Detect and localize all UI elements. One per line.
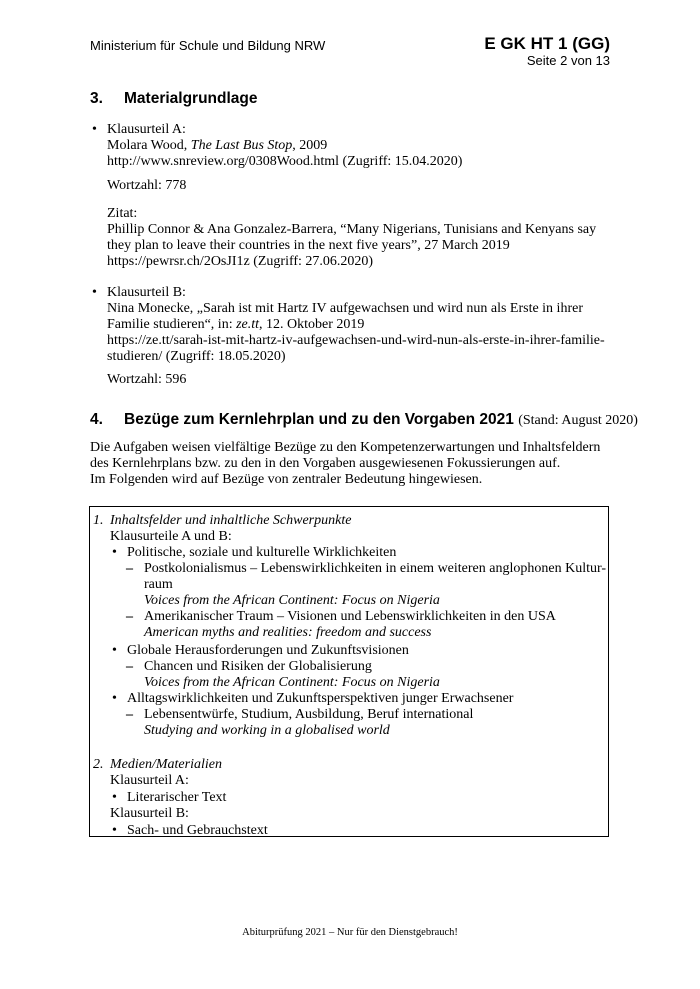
bullet-icon: • [92, 122, 97, 137]
box-bullet-text: Politische, soziale und kulturelle Wirklichkeiten [127, 545, 397, 560]
section-4-title: Bezüge zum Kernlehrplan und zu den Vorgaben 2021 [124, 411, 514, 428]
part-b-source-a: Familie studieren“, in: [107, 317, 237, 332]
document-header-right [484, 34, 610, 69]
box-bullet-text: Literarischer Text [127, 790, 227, 805]
section-3-title: Materialgrundlage [124, 90, 258, 107]
section-4-intro-line: Die Aufgaben weisen vielfältige Bezüge zu den Kompetenzerwartungen und Inhaltsfeldern [90, 440, 601, 455]
part-a-year: , 2009 [292, 138, 328, 153]
bullet-icon: • [112, 823, 117, 838]
part-a-work-title: The Last Bus Stop [190, 138, 293, 153]
section-3-heading [90, 90, 258, 108]
box-dash-text: Postkolonialismus – Lebenswirklichkeiten in einem weiteren anglophonen Kultur- [144, 561, 607, 576]
box-dash-text: Lebensentwürfe, Studium, Ausbildung, Beruf international [144, 707, 474, 722]
box-bullet-text: Alltagswirklichkeiten und Zukunftsperspektiven junger Erwachsener [127, 691, 514, 706]
section-4-number: 4. [90, 411, 103, 428]
box-focus-text: Voices from the African Continent: Focus on Nigeria [144, 593, 440, 608]
dash-icon: – [126, 659, 133, 674]
section-4-stand: (Stand: August 2020) [518, 413, 638, 428]
bullet-icon: • [112, 691, 117, 706]
box-item-2-part-a: Klausurteil A: [110, 773, 189, 788]
dash-icon: – [126, 561, 133, 576]
section-4-intro-line: des Kernlehrplans bzw. zu den in den Vorgaben ausgewiesenen Fokussierungen auf. [90, 456, 561, 471]
section-4-intro-line: Im Folgenden wird auf Bezüge von zentraler Bedeutung hingewiesen. [90, 472, 483, 487]
box-item-2-part-b: Klausurteil B: [110, 806, 189, 821]
part-a-quote-line: they plan to leave their countries in the next five years”, 27 March 2019 [107, 238, 510, 253]
box-focus-text: American myths and realities: freedom and success [144, 625, 432, 640]
box-dash-text: Amerikanischer Traum – Visionen und Lebenswirklichkeiten in den USA [144, 609, 556, 624]
part-a-source [107, 137, 327, 154]
ministry-name: Ministerium für Schule und Bildung NRW [90, 38, 326, 53]
part-b-source-cont [107, 316, 364, 333]
exam-code: E GK HT 1 (GG) [484, 34, 610, 53]
page-number: Seite 2 von 13 [526, 53, 610, 68]
box-focus-text: Studying and working in a globalised world [144, 723, 390, 738]
box-item-2-title: Medien/Materialien [110, 757, 222, 772]
box-bullet-text: Globale Herausforderungen und Zukunftsvisionen [127, 643, 409, 658]
box-bullet-text: Sach- und Gebrauchstext [127, 823, 268, 838]
bullet-icon: • [112, 545, 117, 560]
part-b-url: https://ze.tt/sarah-ist-mit-hartz-iv-aufgewachsen-und-wird-nun-als-erste-in-ihrer-familie- [107, 333, 605, 348]
part-b-label: Klausurteil B: [107, 285, 186, 300]
bullet-icon: • [112, 790, 117, 805]
box-item-1-number: 1. [93, 513, 104, 528]
dash-icon: – [126, 707, 133, 722]
section-3-number: 3. [90, 90, 103, 107]
part-a-quote-label: Zitat: [107, 206, 138, 221]
part-a-quote-line: Phillip Connor & Ana Gonzalez-Barrera, “Many Nigerians, Tunisians and Kenyans say [107, 222, 597, 237]
part-b-source: Nina Monecke, „Sarah ist mit Hartz IV aufgewachsen und wird nun als Erste in ihrer [107, 301, 583, 316]
box-dash-text: Chancen und Risiken der Globalisierung [144, 659, 372, 674]
section-4-heading [90, 411, 638, 429]
box-item-1-title: Inhaltsfelder und inhaltliche Schwerpunkte [110, 513, 352, 528]
part-a-quote-url: https://pewrsr.ch/2OsJI1z (Zugriff: 27.06.2020) [107, 254, 374, 269]
part-b-publication: ze.tt [236, 317, 260, 332]
part-b-url-cont: studieren/ (Zugriff: 18.05.2020) [107, 349, 286, 364]
dash-icon: – [126, 609, 133, 624]
bullet-icon: • [92, 285, 97, 300]
part-a-label: Klausurteil A: [107, 122, 186, 137]
part-a-wordcount: Wortzahl: 778 [107, 178, 187, 193]
part-b-date: , 12. Oktober 2019 [259, 317, 365, 332]
box-dash-text-cont: raum [144, 577, 173, 592]
box-focus-text: Voices from the African Continent: Focus on Nigeria [144, 675, 440, 690]
box-item-2-number: 2. [93, 757, 104, 772]
bullet-icon: • [112, 643, 117, 658]
part-b-wordcount: Wortzahl: 596 [107, 372, 187, 387]
part-a-author: Molara Wood, [107, 138, 191, 153]
box-item-1-sub: Klausurteile A und B: [110, 529, 232, 544]
part-a-url: http://www.snreview.org/0308Wood.html (Zugriff: 15.04.2020) [107, 154, 463, 169]
page-footer: Abiturprüfung 2021 – Nur für den Dienstgebrauch! [242, 927, 458, 938]
